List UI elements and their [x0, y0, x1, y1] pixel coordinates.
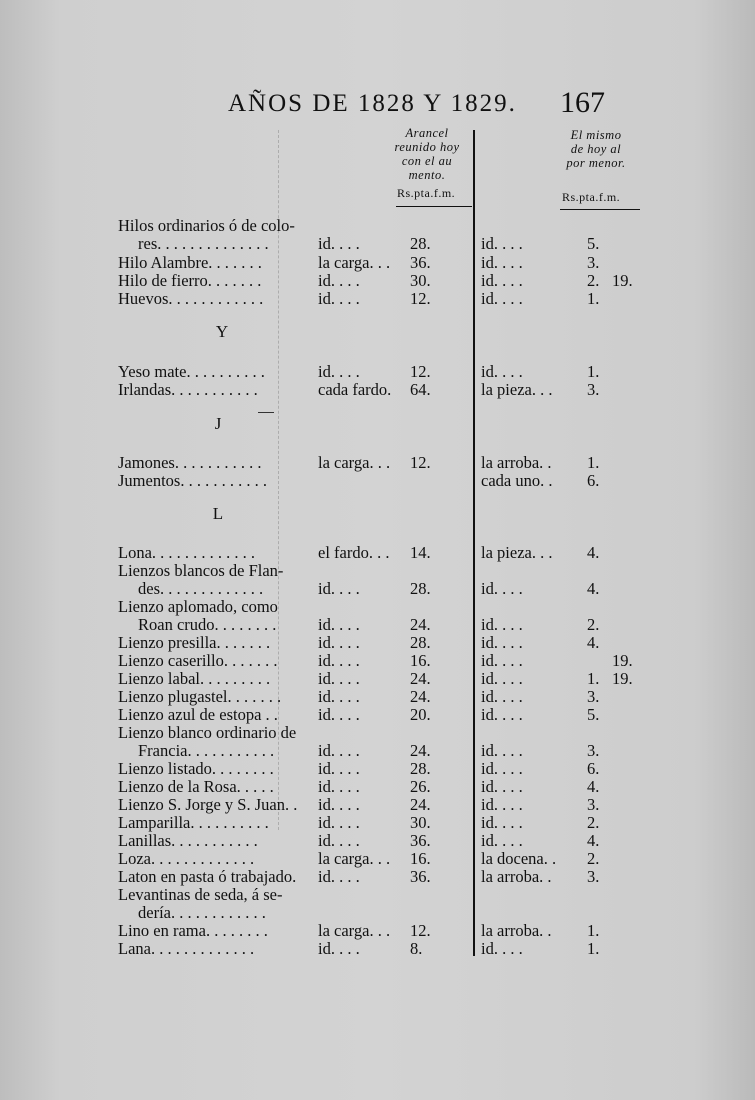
table-row: [0, 669, 755, 688]
wholesale-unit: id. . . .: [318, 651, 360, 670]
wholesale-value: 24.: [410, 687, 431, 706]
retail-unit: id. . . .: [481, 777, 523, 796]
table-row: [0, 939, 755, 958]
table-row: [0, 813, 755, 832]
retail-unit: id. . . .: [481, 741, 523, 760]
wholesale-value: 26.: [410, 777, 431, 796]
wholesale-unit: id. . . .: [318, 234, 360, 253]
retail-value-fraction: 19.: [612, 271, 633, 290]
heading-line: con el au: [401, 154, 453, 168]
item-name: des. . . . . . . . . . . . .: [138, 579, 264, 598]
table-row: [0, 651, 755, 670]
retail-value: 3.: [587, 380, 600, 399]
wholesale-value: 30.: [410, 271, 431, 290]
wholesale-unit: id. . . .: [318, 705, 360, 724]
wholesale-value: 24.: [410, 795, 431, 814]
item-name: Yeso mate. . . . . . . . . .: [118, 362, 265, 381]
item-name: Lana. . . . . . . . . . . . .: [118, 939, 255, 958]
item-name: Hilo Alambre. . . . . . .: [118, 253, 262, 272]
item-name: Lienzo presilla. . . . . . .: [118, 633, 271, 652]
page-number: 167: [560, 86, 605, 119]
wholesale-unit: la carga. . .: [318, 849, 391, 868]
retail-unit: id. . . .: [481, 669, 523, 688]
wholesale-value: 28.: [410, 633, 431, 652]
retail-unit: la arroba. .: [481, 921, 552, 940]
wholesale-value: 12.: [410, 921, 431, 940]
table-row: [0, 543, 755, 562]
item-name: Loza. . . . . . . . . . . . .: [118, 849, 255, 868]
column-units-por-menor: Rs.pta.f.m.: [562, 190, 621, 204]
table-row: [0, 362, 755, 381]
item-name: Jamones. . . . . . . . . . .: [118, 453, 262, 472]
wholesale-unit: la carga. . .: [318, 253, 391, 272]
item-name: Lienzo azul de estopa . .: [118, 705, 278, 724]
wholesale-value: 12.: [410, 453, 431, 472]
retail-unit: id. . . .: [481, 651, 523, 670]
item-name: Lienzo blanco ordinario de: [118, 723, 297, 742]
table-row: [0, 561, 755, 580]
table-row: [0, 453, 755, 472]
wholesale-unit: id. . . .: [318, 939, 360, 958]
retail-value: 4.: [587, 543, 600, 562]
table-row: [0, 687, 755, 706]
wholesale-unit: id. . . .: [318, 669, 360, 688]
table-row: [0, 579, 755, 598]
wholesale-value: 28.: [410, 234, 431, 253]
wholesale-unit: el fardo. . .: [318, 543, 390, 562]
retail-value: 3.: [587, 867, 600, 886]
retail-unit: cada uno. .: [481, 471, 553, 490]
wholesale-unit: id. . . .: [318, 795, 360, 814]
retail-unit: id. . . .: [481, 615, 523, 634]
retail-value: 4.: [587, 633, 600, 652]
retail-unit: id. . . .: [481, 759, 523, 778]
heading-line: El mismo: [570, 128, 622, 142]
wholesale-unit: id. . . .: [318, 741, 360, 760]
retail-value: 2.: [587, 615, 600, 634]
wholesale-unit: id. . . .: [318, 867, 360, 886]
wholesale-unit: id. . . .: [318, 687, 360, 706]
table-row: [0, 380, 755, 399]
retail-unit: id. . . .: [481, 813, 523, 832]
table-row: [0, 723, 755, 742]
table-row: [0, 759, 755, 778]
wholesale-unit: cada fardo.: [318, 380, 392, 399]
wholesale-unit: id. . . .: [318, 633, 360, 652]
item-name: res. . . . . . . . . . . . . .: [138, 234, 269, 253]
retail-value: 2.: [587, 813, 600, 832]
retail-unit: id. . . .: [481, 939, 523, 958]
item-name: Lienzos blancos de Flan-: [118, 561, 284, 580]
retail-unit: la docena. .: [481, 849, 557, 868]
section-letter-j: J: [214, 414, 222, 433]
retail-value: 3.: [587, 795, 600, 814]
retail-value-fraction: 19.: [612, 651, 633, 670]
retail-value: 4.: [587, 579, 600, 598]
retail-unit: la arroba. .: [481, 453, 552, 472]
table-row: [0, 216, 755, 235]
item-name: Lamparilla. . . . . . . . . .: [118, 813, 269, 832]
retail-value: 1.: [587, 453, 600, 472]
table-row: [0, 885, 755, 904]
retail-value-fraction: 19.: [612, 669, 633, 688]
item-name: Lienzo aplomado, como: [118, 597, 278, 616]
wholesale-value: 28.: [410, 759, 431, 778]
retail-unit: id. . . .: [481, 271, 523, 290]
wholesale-value: 24.: [410, 741, 431, 760]
retail-unit: la pieza. . .: [481, 543, 553, 562]
retail-value: 4.: [587, 777, 600, 796]
section-letter-y: Y: [215, 322, 229, 341]
retail-value: 1.: [587, 289, 600, 308]
retail-value: 4.: [587, 831, 600, 850]
item-name: dería. . . . . . . . . . . .: [138, 903, 266, 922]
retail-unit: id. . . .: [481, 579, 523, 598]
wholesale-value: 36.: [410, 867, 431, 886]
table-row: [0, 253, 755, 272]
table-row: [0, 867, 755, 886]
wholesale-value: 24.: [410, 615, 431, 634]
retail-value: 6.: [587, 759, 600, 778]
item-name: Lienzo plugastel. . . . . . .: [118, 687, 282, 706]
table-row: [0, 633, 755, 652]
table-row: [0, 289, 755, 308]
table-row: [0, 597, 755, 616]
wholesale-value: 30.: [410, 813, 431, 832]
retail-value: 3.: [587, 687, 600, 706]
table-row: [0, 795, 755, 814]
item-name: Irlandas. . . . . . . . . . .: [118, 380, 258, 399]
table-row: [0, 705, 755, 724]
wholesale-value: 12.: [410, 289, 431, 308]
heading-line: por menor.: [566, 156, 626, 170]
retail-unit: id. . . .: [481, 362, 523, 381]
item-name: Hilo de fierro. . . . . . .: [118, 271, 262, 290]
wholesale-value: 28.: [410, 579, 431, 598]
wholesale-unit: id. . . .: [318, 362, 360, 381]
wholesale-value: 12.: [410, 362, 431, 381]
item-name: Lienzo labal. . . . . . . . .: [118, 669, 271, 688]
retail-value: 1.: [587, 939, 600, 958]
wholesale-value: 36.: [410, 253, 431, 272]
table-row: [0, 471, 755, 490]
retail-value: 3.: [587, 253, 600, 272]
retail-value: 5.: [587, 234, 600, 253]
item-name: Lanillas. . . . . . . . . . .: [118, 831, 258, 850]
retail-unit: la pieza. . .: [481, 380, 553, 399]
item-name: Lona. . . . . . . . . . . . .: [118, 543, 256, 562]
wholesale-unit: id. . . .: [318, 831, 360, 850]
retail-value: 2.: [587, 849, 600, 868]
retail-unit: id. . . .: [481, 687, 523, 706]
section-letter-l: L: [212, 504, 224, 523]
table-row: [0, 234, 755, 253]
table-row: [0, 921, 755, 940]
table-row: [0, 831, 755, 850]
retail-value: 1.: [587, 669, 600, 688]
wholesale-unit: la carga. . .: [318, 453, 391, 472]
table-row: [0, 849, 755, 868]
wholesale-value: 16.: [410, 651, 431, 670]
retail-value: 5.: [587, 705, 600, 724]
retail-value: 6.: [587, 471, 600, 490]
item-name: Lienzo S. Jorge y S. Juan. .: [118, 795, 298, 814]
wholesale-unit: id. . . .: [318, 289, 360, 308]
item-name: Lino en rama. . . . . . . .: [118, 921, 268, 940]
wholesale-unit: id. . . .: [318, 777, 360, 796]
item-name: Levantinas de seda, á se-: [118, 885, 283, 904]
wholesale-unit: id. . . .: [318, 813, 360, 832]
wholesale-value: 36.: [410, 831, 431, 850]
wholesale-value: 16.: [410, 849, 431, 868]
retail-unit: id. . . .: [481, 795, 523, 814]
item-name: Lienzo de la Rosa. . . . .: [118, 777, 274, 796]
retail-value: 1.: [587, 362, 600, 381]
wholesale-value: 24.: [410, 669, 431, 688]
table-row: [0, 741, 755, 760]
table-row: [0, 271, 755, 290]
retail-value: 2.: [587, 271, 600, 290]
retail-unit: id. . . .: [481, 234, 523, 253]
wholesale-value: 14.: [410, 543, 431, 562]
item-name: Lienzo listado. . . . . . . .: [118, 759, 274, 778]
wholesale-value: 64.: [410, 380, 431, 399]
item-name: Jumentos. . . . . . . . . . .: [118, 471, 267, 490]
wholesale-unit: la carga. . .: [318, 921, 391, 940]
heading-line: de hoy al: [570, 142, 622, 156]
retail-unit: id. . . .: [481, 831, 523, 850]
heading-line: mento.: [408, 168, 446, 182]
retail-value: 3.: [587, 741, 600, 760]
retail-unit: id. . . .: [481, 289, 523, 308]
item-name: Hilos ordinarios ó de colo-: [118, 216, 295, 235]
retail-unit: id. . . .: [481, 253, 523, 272]
wholesale-unit: id. . . .: [318, 759, 360, 778]
item-name: Lienzo caserillo. . . . . . .: [118, 651, 278, 670]
heading-line: reunido hoy: [394, 140, 460, 154]
retail-unit: la arroba. .: [481, 867, 552, 886]
running-title: AÑOS DE 1828 Y 1829.: [228, 90, 517, 117]
item-name: Roan crudo. . . . . . . .: [138, 615, 277, 634]
table-row: [0, 903, 755, 922]
wholesale-value: 8.: [410, 939, 423, 958]
wholesale-value: 20.: [410, 705, 431, 724]
item-name: Huevos. . . . . . . . . . . .: [118, 289, 264, 308]
heading-line: Arancel: [405, 126, 449, 140]
item-name: Francia. . . . . . . . . . .: [138, 741, 275, 760]
retail-unit: id. . . .: [481, 705, 523, 724]
item-name: Laton en pasta ó trabajado.: [118, 867, 297, 886]
wholesale-unit: id. . . .: [318, 579, 360, 598]
column-units-arancel: Rs.pta.f.m.: [397, 186, 456, 200]
wholesale-unit: id. . . .: [318, 615, 360, 634]
retail-value: 1.: [587, 921, 600, 940]
wholesale-unit: id. . . .: [318, 271, 360, 290]
table-row: [0, 777, 755, 796]
table-row: [0, 615, 755, 634]
retail-unit: id. . . .: [481, 633, 523, 652]
